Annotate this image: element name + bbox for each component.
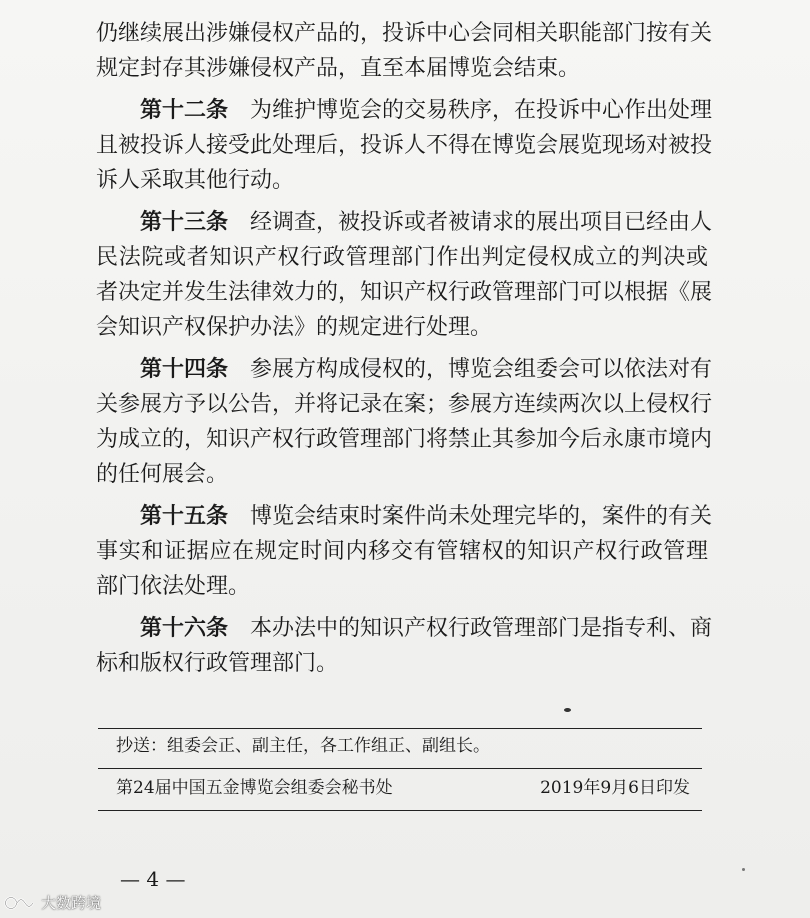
text-line: 为成立的，知识产权行政管理部门将禁止其参加今后永康市境内 <box>96 427 713 452</box>
text-line: 会知识产权保护办法》的规定进行处理。 <box>96 315 493 340</box>
text-line: 参展方构成侵权的，博览会组委会可以依法对有 <box>250 357 713 382</box>
article-13 <box>96 205 713 345</box>
page-number: — 4 — <box>120 867 186 891</box>
text-line: 部门依法处理。 <box>96 574 251 599</box>
text-line: 民法院或者知识产权行政管理部门作出判定侵权成立的判决或 <box>96 245 708 270</box>
text-line: 本办法中的知识产权行政管理部门是指专利、商 <box>250 616 713 641</box>
issue-date: 2019年9月6日印发 <box>540 778 690 798</box>
text-line: 经调查，被投诉或者被请求的展出项目已经由人 <box>250 210 713 235</box>
divider-middle <box>98 768 702 769</box>
article-heading: 第十四条 <box>140 356 229 382</box>
ink-dot <box>564 708 571 712</box>
article-12 <box>96 93 713 198</box>
paragraph-continuation <box>96 16 713 86</box>
text-line: 事实和证据应在规定时间内移交有管辖权的知识产权行政管理 <box>96 539 708 564</box>
text-line: 者决定并发生法律效力的，知识产权行政管理部门可以根据《展 <box>96 280 713 305</box>
text-line: 规定封存其涉嫌侵权产品，直至本届博览会结束。 <box>96 56 581 81</box>
watermark <box>4 892 101 913</box>
text-line: 仍继续展出涉嫌侵权产品的，投诉中心会同相关职能部门按有关 <box>96 21 713 46</box>
article-16 <box>96 611 713 681</box>
text-line: 标和版权行政管理部门。 <box>96 651 339 676</box>
divider-top <box>98 728 702 729</box>
article-heading: 第十三条 <box>140 209 229 235</box>
text-line: 关参展方予以公告，并将记录在案；参展方连续两次以上侵权行 <box>96 392 713 417</box>
issuing-office: 第24届中国五金博览会组委会秘书处 <box>116 778 393 798</box>
cc-line: 抄送：组委会正、副主任，各工作组正、副组长。 <box>116 736 490 756</box>
article-heading: 第十五条 <box>140 503 229 529</box>
divider-bottom <box>98 810 702 811</box>
watermark-text: 大数跨境 <box>41 894 102 912</box>
text-line: 且被投诉人接受此处理后，投诉人不得在博览会展览现场对被投 <box>96 133 713 158</box>
text-line: 为维护博览会的交易秩序，在投诉中心作出处理 <box>250 98 713 123</box>
article-heading: 第十二条 <box>140 97 229 123</box>
article-heading: 第十六条 <box>140 615 229 641</box>
document-body <box>96 16 713 688</box>
paper-speck <box>742 868 745 871</box>
article-14 <box>96 352 713 492</box>
text-line: 博览会结束时案件尚未处理完毕的，案件的有关 <box>250 504 713 529</box>
article-15 <box>96 499 713 604</box>
text-line: 诉人采取其他行动。 <box>96 168 295 193</box>
text-line: 的任何展会。 <box>96 462 229 487</box>
watermark-logo-icon <box>4 893 38 913</box>
